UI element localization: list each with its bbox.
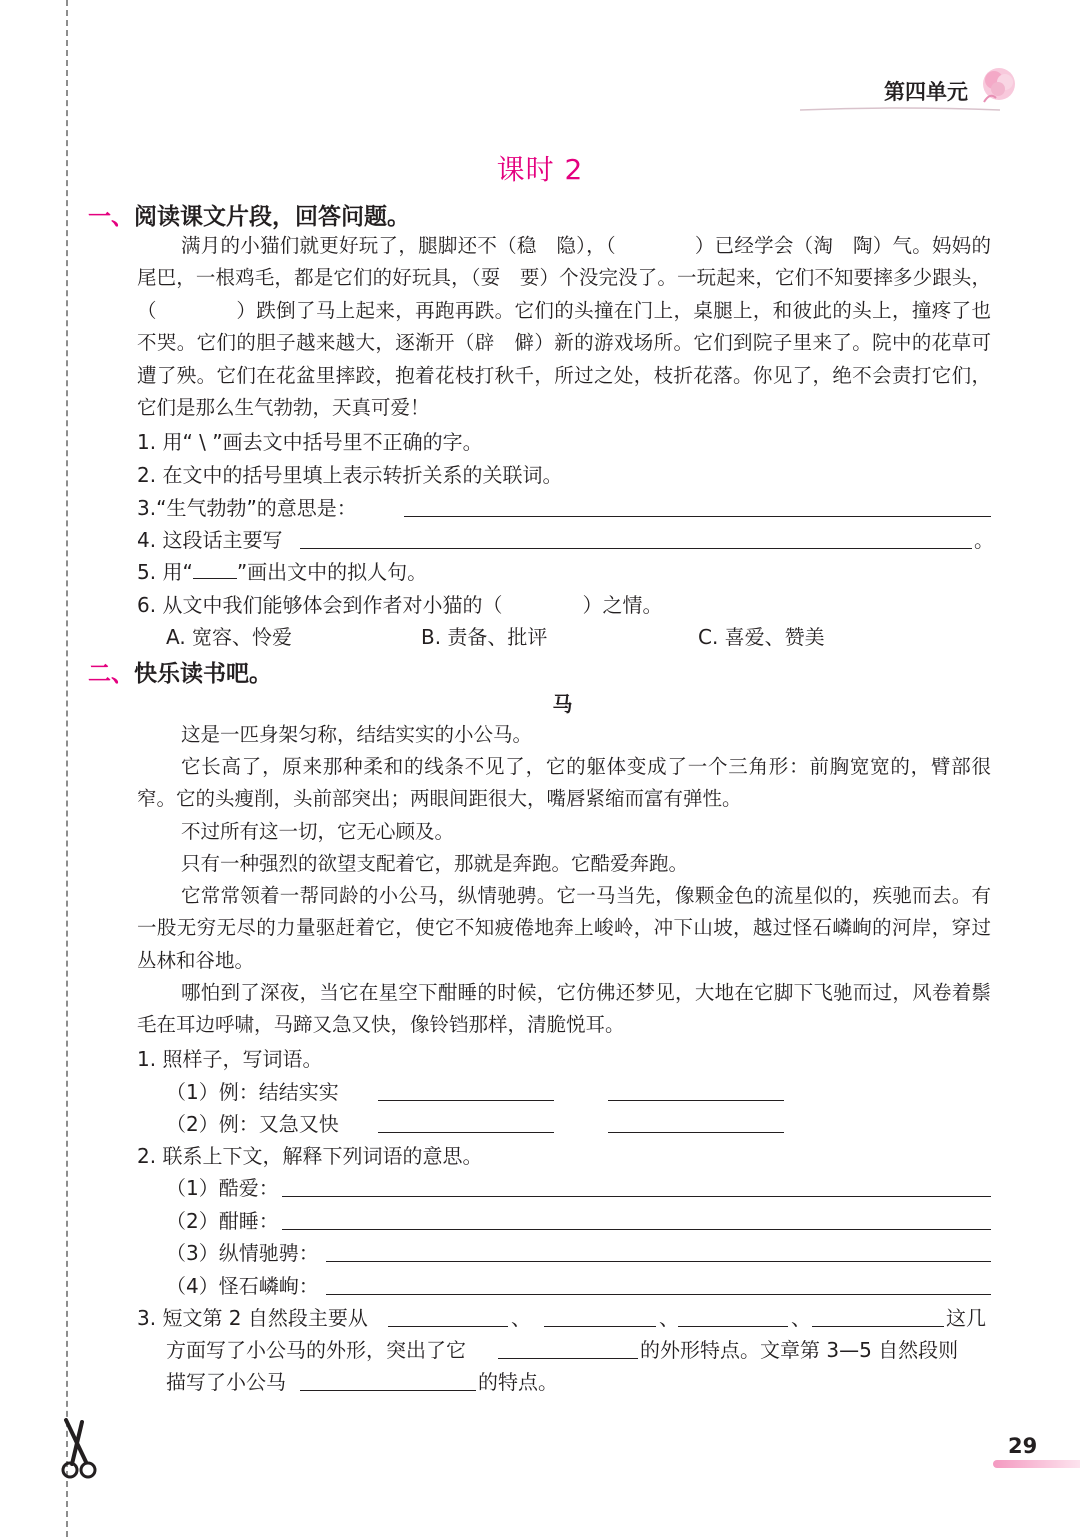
question-1-5-start: 5. 用“ <box>137 560 193 584</box>
section-heading-2 <box>88 655 272 688</box>
cut-line <box>66 0 68 1537</box>
question-2-1: 1. 照样子，写词语。 <box>137 1047 323 1071</box>
answer-line-2-3-d[interactable] <box>812 1326 944 1327</box>
answer-line-1-4[interactable] <box>300 548 972 549</box>
question-2-3: 3. 短文第 2 自然段主要从 <box>137 1306 368 1330</box>
question-1-4: 4. 这段话主要写 <box>137 528 283 552</box>
answer-line-2-1-1a[interactable] <box>378 1100 554 1101</box>
separator: 、 <box>511 1306 531 1330</box>
answer-line-2-1-2b[interactable] <box>608 1132 784 1133</box>
option-a[interactable]: A. 宽容、怜爱 <box>166 625 293 649</box>
option-b[interactable]: B. 责备、批评 <box>421 625 548 649</box>
answer-line-2-3-c[interactable] <box>678 1326 788 1327</box>
section-heading-text: 阅读课文片段，回答问题。 <box>134 204 410 230</box>
page-number: 29 <box>1008 1434 1038 1458</box>
section-heading-text: 快乐读书吧。 <box>134 661 272 687</box>
unit-title: 第四单元 <box>884 80 968 104</box>
answer-line-2-2-4[interactable] <box>326 1294 991 1295</box>
question-2-2-3: （3）纵情驰骋： <box>166 1241 319 1265</box>
answer-line-2-1-1b[interactable] <box>608 1100 784 1101</box>
question-2-2-4: （4）怪石嶙峋： <box>166 1274 319 1298</box>
answer-line-2-3-a[interactable] <box>388 1326 508 1327</box>
story-paragraph-1: 这是一匹身架匀称，结结实实的小公马。 <box>181 723 533 746</box>
unit-header <box>800 62 1040 112</box>
question-1-6: 6. 从文中我们能够体会到作者对小猫的（ ）之情。 <box>137 593 663 617</box>
page-number-bar <box>993 1460 1080 1468</box>
question-2-1-2: （2）例：又急又快 <box>166 1112 339 1136</box>
option-c[interactable]: C. 喜爱、赞美 <box>698 625 825 649</box>
story-paragraph-3: 不过所有这一切，它无心顾及。 <box>181 820 455 843</box>
question-1-5 <box>137 556 427 585</box>
scissors-icon <box>56 1418 104 1482</box>
story-paragraph-6: 哪怕到了深夜，当它在星空下酣睡的时候，它仿佛还梦见，大地在它脚下飞驰而过，风卷着鬃毛在耳边呼啸，马蹄又急又快，像铃铛那样，清脆悦耳。 <box>137 981 991 1037</box>
answer-line-2-3-f[interactable] <box>300 1390 476 1391</box>
answer-line-2-3-b[interactable] <box>544 1326 656 1327</box>
separator: 、 <box>659 1306 679 1330</box>
answer-line-2-2-2[interactable] <box>282 1229 991 1230</box>
answer-line-2-2-3[interactable] <box>326 1261 991 1262</box>
underline-sample <box>193 564 237 579</box>
story-title: 马 <box>552 692 573 716</box>
question-2-3-line2: 方面写了小公马的外形，突出了它 <box>166 1338 466 1362</box>
question-2-3-tail: 这几 <box>946 1306 986 1330</box>
question-1-4-end: 。 <box>974 528 994 552</box>
lesson-title: 课时 2 <box>496 153 584 186</box>
section-number: 一、 <box>88 204 134 230</box>
question-2-3-line3-end: 的特点。 <box>478 1370 558 1394</box>
answer-line-2-1-2a[interactable] <box>378 1132 554 1133</box>
question-2-2: 2. 联系上下文，解释下列词语的意思。 <box>137 1144 483 1168</box>
question-2-2-1: （1）酷爱： <box>166 1176 279 1200</box>
story-paragraph-2: 它长高了，原来那种柔和的线条不见了，它的躯体变成了一个三角形：前胸宽宽的，臂部很窄。它的头瘦削，头前部突出；两眼间距很大，嘴唇紧缩而富有弹性。 <box>137 755 991 811</box>
answer-line-1-3[interactable] <box>404 516 991 517</box>
question-1-5-end: ”画出文中的拟人句。 <box>236 560 428 584</box>
header-underline <box>800 106 1000 114</box>
section-heading-1 <box>88 198 410 231</box>
separator: 、 <box>791 1306 811 1330</box>
answer-line-2-2-1[interactable] <box>282 1196 991 1197</box>
question-2-3-line2-end: 的外形特点。文章第 3—5 自然段则 <box>640 1338 959 1362</box>
flower-icon <box>976 62 1022 108</box>
question-1-2: 2. 在文中的括号里填上表示转折关系的关联词。 <box>137 463 563 487</box>
question-1-3: 3.“生气勃勃”的意思是： <box>137 496 357 520</box>
story-paragraph-4: 只有一种强烈的欲望支配着它，那就是奔跑。它酷爱奔跑。 <box>181 852 689 875</box>
answer-line-2-3-e[interactable] <box>498 1358 638 1359</box>
section-number: 二、 <box>88 661 134 687</box>
reading-passage: 满月的小猫们就更好玩了，腿脚还不（稳 隐），（ ）已经学会（淘 陶）气。妈妈的尾巴，一根鸡毛，都是它们的好玩具，（耍 要）个没完没了。一玩起来，它们不知要摔多少跟头，（ ）跌倒了马上起来，再跑再跌。它们的头撞在门上，桌腿上，和彼此的头上，撞疼了也不哭。它们的胆子越来越大，逐渐开（辟 僻）新的游戏场所。它们到院子里来了。院中的花草可遭了殃。它们在花盆里摔跤，抱着花枝打秋千，所过之处，枝折花落。你见了，绝不会责打它们，它们是那么生气勃勃，天真可爱！ <box>137 234 991 420</box>
question-2-3-line3: 描写了小公马 <box>166 1370 286 1394</box>
question-2-1-1: （1）例：结结实实 <box>166 1080 339 1104</box>
question-2-2-2: （2）酣睡： <box>166 1209 279 1233</box>
question-1-1: 1. 用“ \ ”画去文中括号里不正确的字。 <box>137 430 483 454</box>
story-paragraph-5: 它常常领着一帮同龄的小公马，纵情驰骋。它一马当先，像颗金色的流星似的，疾驰而去。有一股无穷无尽的力量驱赶着它，使它不知疲倦地奔上峻岭，冲下山坡，越过怪石嶙峋的河岸，穿过丛林和谷地。 <box>137 884 991 972</box>
